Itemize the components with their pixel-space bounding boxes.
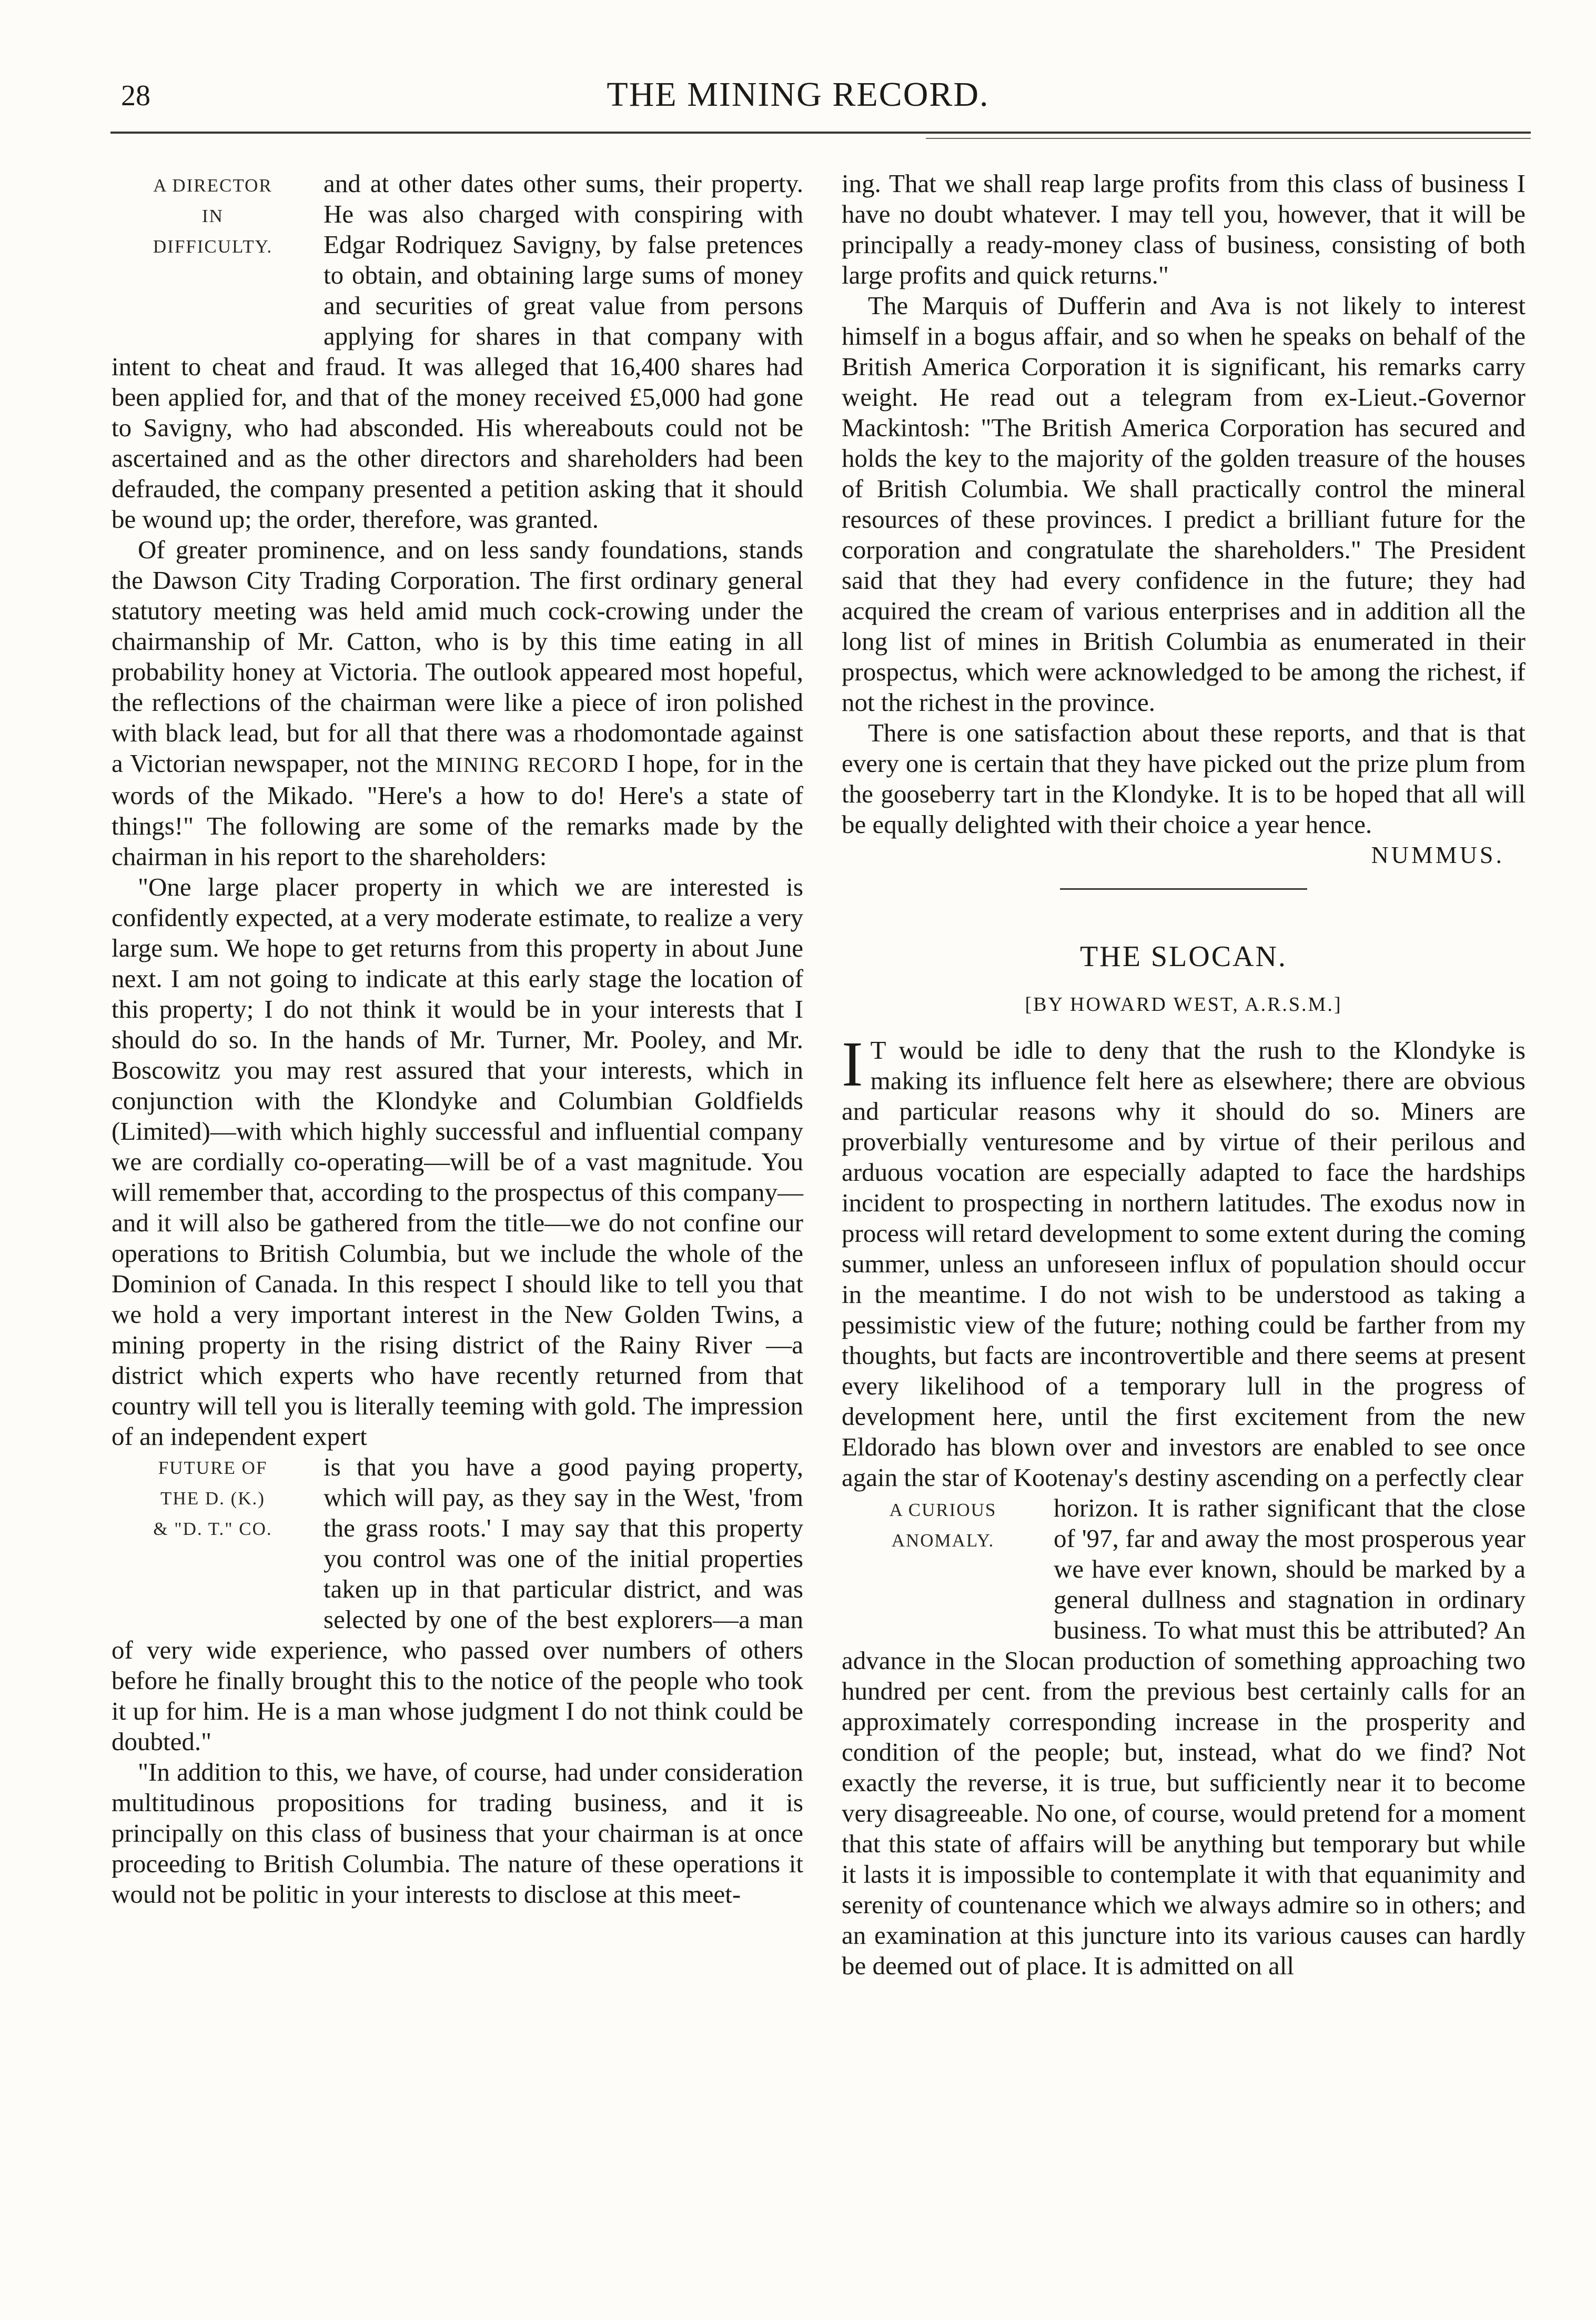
paragraph: [842, 1029, 1526, 1493]
section-divider: [1060, 888, 1307, 890]
sidenote-curious-anomaly: [842, 1495, 1044, 1616]
journal-name-smallcaps: MINING RECORD: [436, 753, 620, 777]
header-rule: [110, 132, 1531, 134]
paragraph: "One large placer property in which we are interested is confidently expected, at a very moderate estimate, to realize a very large sum. We hope to get returns from this property in about June next. I am not going to indicate at this early stage the location of this property; I do not think it would be in your interests that I should do so. In the hands of Mr. Turner, Mr. Pooley, and Mr. Boscowitz you may rest assured that your interests, which in conjunction with the Klondyke and Columbian Goldfields (Limited)—with which highly successful and influential company we are cordially co-operating—will be of a vast magnitude. You will remember that, according to the prospectus of this company—and it will also be gathered from the title—we do not confine our operations to British Columbia, but we include the whole of the Dominion of Canada. In this respect I should like to tell you that we hold a very important interest in the New Golden Twins, a mining property in the rising district of the Rainy River —a district which experts who have recently returned from that country will tell you is literally teeming with gold. The impression of an independent expert: [112, 872, 803, 1451]
paragraph: The Marquis of Dufferin and Ava is not likely to interest himself in a bogus affair, and so when he speaks on behalf of the British America Corporation it is significant, his remarks carry weight. He read out a telegram from ex-Lieut.-Governor Mackintosh: "The British America Corporation has secured and holds the key to the majority of the golden treasure of the houses of British Columbia. We shall practically control the mineral resources of these provinces. I predict a brilliant future for the corporation and congratulate the shareholders." The President said that they had every confidence in the future; they had acquired the cream of various enterprises and in addition all the long list of mines in British Columbia as enumerated in their prospectus, which were acknowledged to be among the richest, if not the richest in the province.: [842, 291, 1526, 717]
sidenote-future-of-company: [112, 1453, 314, 1605]
sidenote-line: A CURIOUS: [889, 1500, 997, 1520]
right-column: [842, 168, 1526, 1981]
sidenote-line: & "D. T." CO.: [153, 1519, 272, 1539]
left-column: [112, 168, 803, 1910]
paragraph: [112, 535, 803, 872]
paragraph: "In addition to this, we have, of course, had under consideration multitudinous propositions for trading business, and it is principally on this class of business that your chairman is at once proceeding to British Columbia. The nature of these operations it would not be politic in your interests to disclose at this meet-: [112, 1757, 803, 1909]
paragraph: and at other dates other sums, their property. He was also charged with conspiring with Edgar Rodriquez Savigny, by false pretences to obtain, and obtaining large sums of money and securities of great value from persons applying for shares in that company with intent to cheat and fraud. It was alleged that 16,400 shares had been applied for, and that of the money received £5,000 had gone to Savigny, who had absconded. His whereabouts could not be ascertained and as the other directors and shareholders had been defrauded, the company presented a petition asking that it should be wound up; the order, therefore, was granted.: [112, 169, 803, 534]
author-signature: NUMMUS.: [1371, 841, 1504, 868]
paragraph: horizon. It is rather significant that the close of '97, far and away the most prosperous year we have ever known, should be marked by a general dullness and stagnation in ordinary business. To what must this be attributed? An advance in the Slocan production of something approaching two hundred per cent. from the previous best certainly calls for an approximately corresponding increase in the prosperity and condition of the people; but, instead, what do we find? Not exactly the reverse, it is true, but sufficiently near it to become very disagreeable. No one, of course, would pretend for a moment that this state of affairs will be anything but temporary but while it lasts it is impossible to contemplate it with that equanimity and serenity of countenance which we always admire so in others; and an examination at this juncture into its various causes can hardly be deemed out of place. It is admitted on all: [842, 1493, 1526, 1980]
article-title: THE SLOCAN.: [1080, 940, 1287, 973]
sidenote-line: FUTURE OF: [158, 1458, 268, 1478]
drop-cap: I: [842, 1029, 863, 1100]
sidenote-line: IN: [202, 206, 224, 226]
paragraph-text: T would be idle to deny that the rush to the Klondyke is making its influence felt here as elsewhere; there are obvious and particular reasons why it should do so. Miners are proverbially venturesome and by virtue of their perilous and arduous vocation are especially adapted to face the hardships incident to prospecting in northern latitudes. The exodus now in process will retard development to some extent during the coming summer, unless an unforeseen influx of population should occur in the meantime. I do not wish to be understood as taking a pessimistic view of the future; nothing could be farther from my thoughts, but facts are incontrovertible and there seems at present every likelihood of a temporary lull in the progress of development here, until the first excitement from the new Eldorado has blown over and investors are enabled to see once again the star of Kootenay's destiny ascending on a perfectly clear: [842, 1036, 1526, 1492]
article-byline: [BY HOWARD WEST, A.R.S.M.]: [1025, 993, 1342, 1016]
running-header-title: THE MINING RECORD.: [607, 75, 989, 114]
sidenote-line: THE D. (K.): [160, 1488, 265, 1509]
header-rule-secondary: [926, 138, 1531, 139]
page-number: 28: [121, 79, 150, 112]
paragraph-text: I hope, for in the words of the Mikado. "Here's a how to do! Here's a state of things!" The following are some of the remarks made by the chairman in his report to the shareholders:: [112, 749, 803, 871]
paragraph: is that you have a good paying property, which will pay, as they say in the West, 'from the grass roots.' I may say that this property you control was one of the initial properties taken up in that particular district, and was selected by one of the best explorers—a man of very wide experience, who passed over numbers of others before he finally brought this to the notice of the people who took it up for him. He is a man whose judgment I do not think could be doubted.": [112, 1452, 803, 1756]
sidenote-director-difficulty: [112, 170, 314, 349]
sidenote-line: A DIRECTOR: [153, 175, 272, 196]
paragraph: There is one satisfaction about these reports, and that is that every one is certain that they have picked out the prize plum from the gooseberry tart in the Klondyke. It is to be hoped that all will be equally delighted with their choice a year hence.: [842, 718, 1526, 839]
paragraph: ing. That we shall reap large profits from this class of business I have no doubt whatever. I may tell you, however, that it will be principally a ready-money class of business, consisting of both large profits and quick returns.": [842, 169, 1526, 289]
sidenote-line: ANOMALY.: [891, 1530, 995, 1551]
paragraph-text: Of greater prominence, and on less sandy foundations, stands the Dawson City Trading Corporation. The first ordinary general statutory meeting was held amid much cock-crowing under the chairmanship of Mr. Catton, who is by this time eating in all probability honey at Victoria. The outlook appeared most hopeful, the reflections of the chairman were like a piece of iron polished with black lead, but for all that there was a rhodomontade against a Victorian newspaper, not the: [112, 535, 803, 778]
sidenote-line: DIFFICULTY.: [153, 236, 273, 257]
